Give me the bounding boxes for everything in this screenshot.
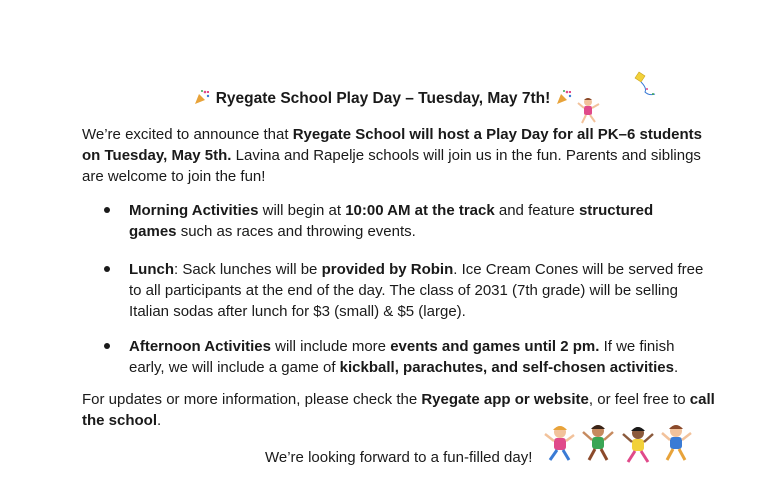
intro-text-1: We’re excited to announce that [82, 126, 293, 143]
list-item-lunch [104, 259, 704, 322]
bullet-text: : Sack lunches will be [174, 261, 322, 278]
bullet-bold: structured games [129, 202, 654, 240]
intro-bold-1: Ryegate School will host a Play Day for all PK–6 students on Tuesday, May 5th. [82, 126, 702, 164]
bullet-text: If we finish early, we will include a game of [129, 338, 675, 376]
title-text: Ryegate School Play Day – Tuesday, May 7th! [215, 90, 551, 107]
bullet-text: and feature [494, 202, 579, 219]
bullet-text: . [673, 359, 679, 376]
bullet-bold: Morning Activities [129, 202, 259, 219]
bullet-dot [104, 207, 110, 213]
bullet-dot [104, 343, 110, 349]
bullet-bold: Afternoon Activities [129, 338, 271, 355]
bullet-bold: Lunch [129, 261, 174, 278]
jumping-kids-group-icon [540, 420, 700, 470]
footer-text-1: For updates or more information, please check the [82, 391, 422, 408]
bullet-dot [104, 266, 110, 272]
bullet-bold: 10:00 AM at the track [345, 202, 495, 219]
bullet-bold: provided by Robin [321, 261, 454, 278]
party-popper-icon [555, 89, 573, 105]
kite-icon [633, 70, 661, 100]
intro-text-2: Lavina and Rapelje schools will join us in the fun. Parents and siblings are welcome to join the fun! [82, 147, 701, 185]
jumping-kid-icon [576, 96, 602, 126]
bullet-bold: kickball, parachutes, and self-chosen activities [339, 359, 674, 376]
closing-line: We’re looking forward to a fun-filled day! [265, 449, 533, 466]
bullet-text: . Ice Cream Cones will be served free to all participants at the end of the day. The class of 2031 (7th grade) will be selling Italian sodas after lunch for $3 (small) & $5 (large). [129, 261, 704, 320]
bullet-text: such as races and throwing events. [176, 223, 416, 240]
party-popper-icon [193, 89, 211, 105]
footer-text-3: . [157, 412, 162, 429]
bullet-text: will begin at [258, 202, 346, 219]
bullet-bold: events and games until 2 pm. [390, 338, 600, 355]
footer-bold-1: Ryegate app or website [421, 391, 589, 408]
bullet-text: will include more [270, 338, 391, 355]
intro-paragraph [82, 124, 722, 187]
list-item-morning [104, 200, 704, 242]
footer-text-2: , or feel free to [588, 391, 690, 408]
footer-bold-2: call the school [82, 391, 715, 429]
list-item-afternoon [104, 336, 704, 378]
